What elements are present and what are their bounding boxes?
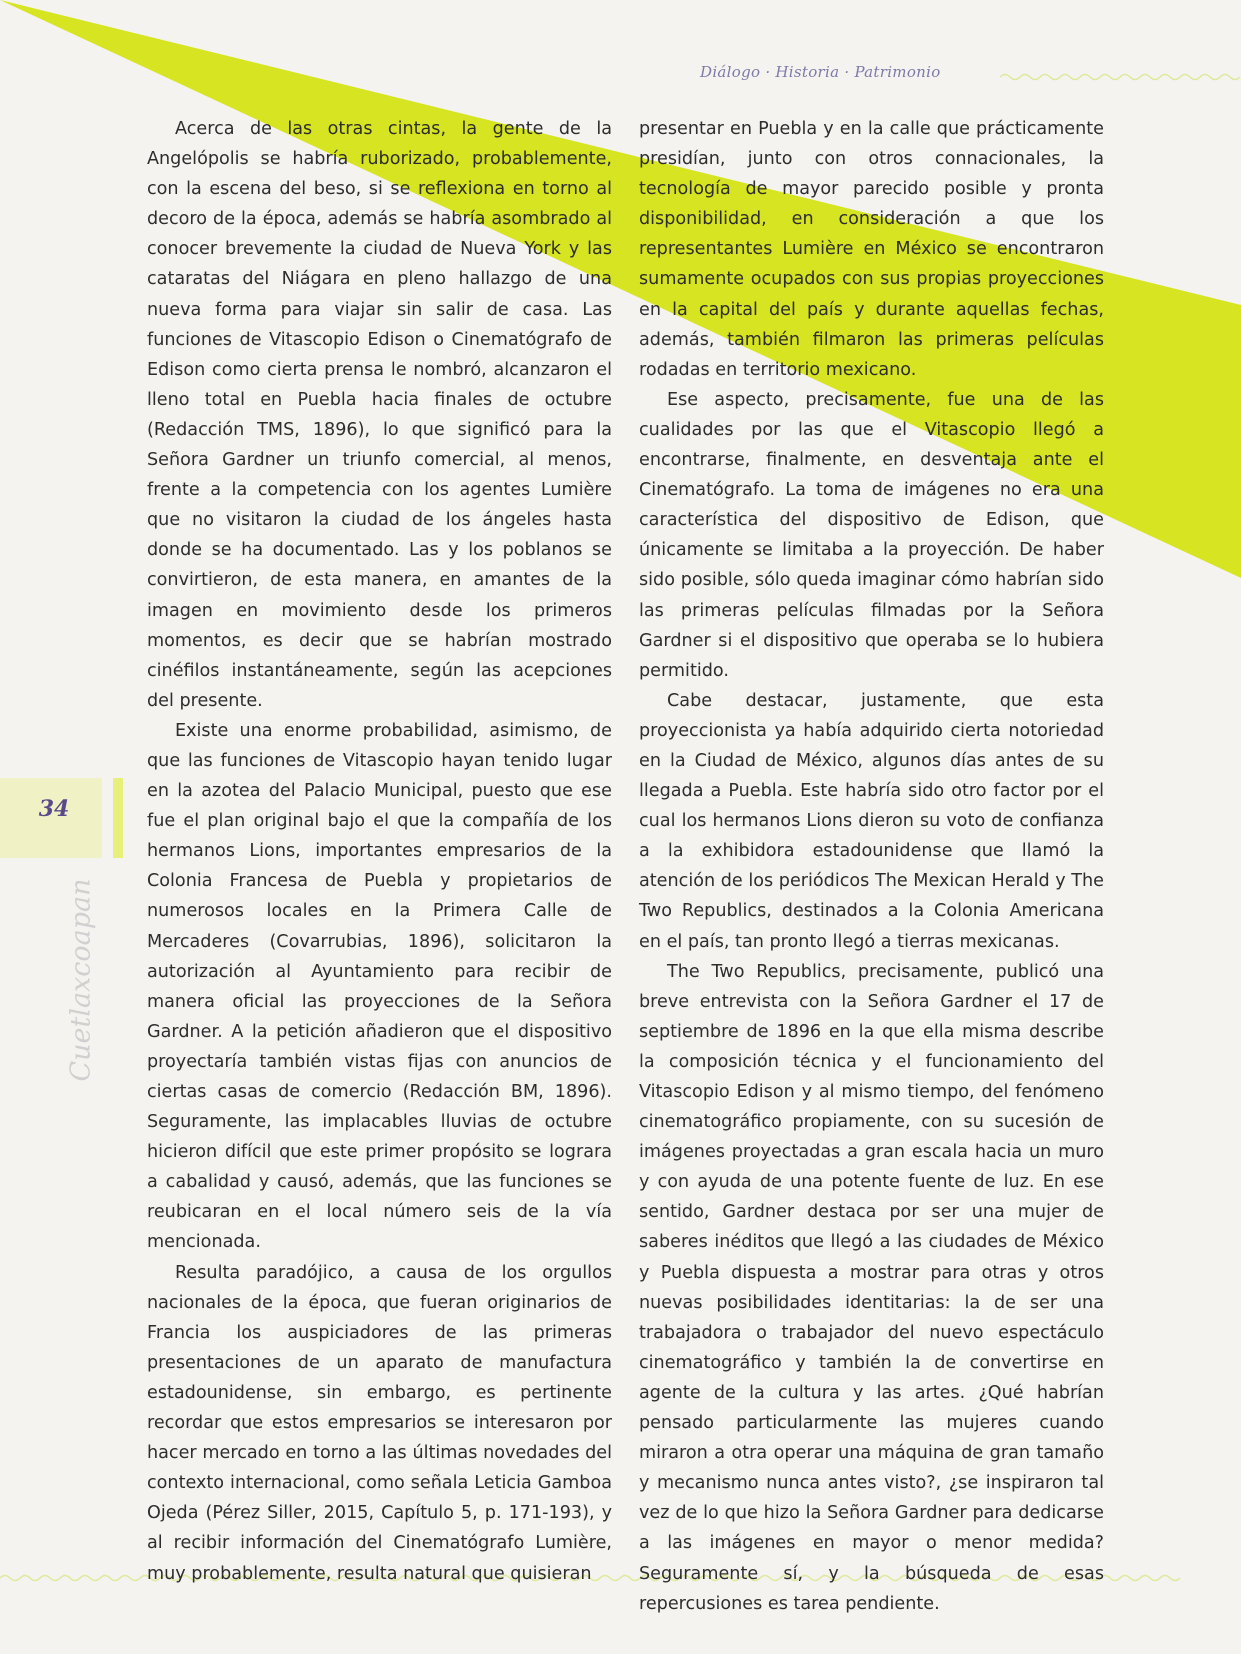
left-column: [147, 114, 612, 1589]
section-header: [700, 63, 1000, 81]
paragraph: Ese aspecto, precisamente, fue una de las cualidades por las que el Vitascopio llegó a encontrarse, finalmente, en desventaja ante el Cinematógrafo. La toma de imágenes no era una característica del dispositivo de Edison, que únicamente se limitaba a la proyección. De haber sido posible, sólo queda imaginar cómo habrían sido las primeras películas filmadas por la Señora Gardner si el dispositivo que operaba se lo hubiera permitido.: [639, 389, 1104, 681]
paragraph: The Two Republics, precisamente, publicó una breve entrevista con la Señora Gardner el 17 de septiembre de 1896 en la que ella misma describe la composición técnica y el funcionamiento del Vitascopio Edison y al mismo tiempo, del fenómeno cinematográfico propiamente, con su sucesión de imágenes proyectadas a gran escala hacia un muro y con ayuda de una potente fuente de luz. En ese sentido, Gardner destaca por ser una mujer de saberes inéditos que llegó a las ciudades de México y Puebla dispuesta a mostrar para otras y otros nuevas posibilidades identitarias: la de ser una trabajadora o trabajador del nuevo espectáculo cinematográfico y también la de convertirse en agente de la cultura y las artes. ¿Qué habrían pensado particularmente las mujeres cuando miraron a otra operar una máquina de gran tamaño y mecanismo nunca antes visto?, ¿se inspiraron tal vez de lo que hizo la Señora Gardner para dedicarse a las imágenes en mayor o menor medida? Seguramente sí, y la búsqueda de esas repercusiones es tarea pendiente.: [639, 961, 1104, 1614]
magazine-name: Cuetlaxcoapan: [65, 878, 97, 1082]
paragraph: Acerca de las otras cintas, la gente de la Angelópolis se habría ruborizado, probablemente, con la escena del beso, si se reflexiona en torno al decoro de la época, además se habría asombrado al conocer brevemente la ciudad de Nueva York y las cataratas del Niágara en pleno hallazgo de una nueva forma para viajar sin salir de casa. Las funciones de Vitascopio Edison o Cinematógrafo de Edison como cierta prensa le nombró, alcanzaron el lleno total en Puebla hacia finales de octubre (Redacción TMS, 1896), lo que significó para la Señora Gardner un triunfo comercial, al menos, frente a la competencia con los agentes Lumière que no visitaron la ciudad de los ángeles hasta donde se ha documentado. Las y los poblanos se convirtieron, de esta manera, en amantes de la imagen en movimiento desde los primeros momentos, es decir que se habrían mostrado cinéfilos instantáneamente, según las acepciones del presente.: [147, 119, 612, 711]
header-separator: ·: [844, 63, 850, 81]
right-column: [639, 114, 1104, 1619]
page-tab-stripe: [113, 778, 123, 858]
paragraph: Resulta paradójico, a causa de los orgullos nacionales de la época, que fueran originarios de Francia los auspiciadores de las primeras presentaciones de un aparato de manufactura estadounidense, sin embargo, es pertinente recordar que estos empresarios se interesaron por hacer mercado en torno a las últimas novedades del contexto internacional, como señala Leticia Gamboa Ojeda (Pérez Siller, 2015, Capítulo 5, p. 171-193), y al recibir información del Cinematógrafo Lumière, muy probablemente, resulta natural que quisieran: [147, 1262, 612, 1584]
header-section: Historia: [775, 63, 840, 81]
paragraph: Existe una enorme probabilidad, asimismo, de que las funciones de Vitascopio hayan tenido lugar en la azotea del Palacio Municipal, puesto que ese fue el plan original bajo el que la compañía de los hermanos Lions, importantes empresarios de la Colonia Francesa de Puebla y propietarios de numerosos locales en la Primera Calle de Mercaderes (Covarrubias, 1896), solicitaron la autorización al Ayuntamiento para recibir de manera oficial las proyecciones de la Señora Gardner. A la petición añadieron que el dispositivo proyectaría también vistas fijas con anuncios de ciertas casas de comercio (Redacción BM, 1896). Seguramente, las implacables lluvias de octubre hicieron difícil que este primer propósito se lograra a cabalidad y causó, además, que las funciones se reubicaran en el local número seis de la vía mencionada.: [147, 720, 612, 1253]
paragraph: Cabe destacar, justamente, que esta proyeccionista ya había adquirido cierta notoriedad en la Ciudad de México, algunos días antes de su llegada a Puebla. Este habría sido otro factor por el cual los hermanos Lions dieron su voto de confianza a la exhibidora estadounidense que llamó la atención de los periódicos The Mexican Herald y The Two Republics, destinados a la Colonia Americana en el país, tan pronto llegó a tierras mexicanas.: [639, 690, 1104, 952]
header-separator: ·: [765, 63, 771, 81]
header-section: Patrimonio: [854, 63, 941, 81]
page-number: 34: [38, 796, 70, 822]
paragraph-continuation: presentar en Puebla y en la calle que prácticamente presidían, junto con otros connacionales, la tecnología de mayor parecido posible y pronta disponibilidad, en consideración a que los representantes Lumière en México se encontraron sumamente ocupados con sus propias proyecciones en la capital del país y durante aquellas fechas, además, también filmaron las primeras películas rodadas en territorio mexicano.: [639, 119, 1104, 380]
header-section: Diálogo: [700, 63, 761, 81]
header-wavy-line: [1000, 75, 1240, 80]
